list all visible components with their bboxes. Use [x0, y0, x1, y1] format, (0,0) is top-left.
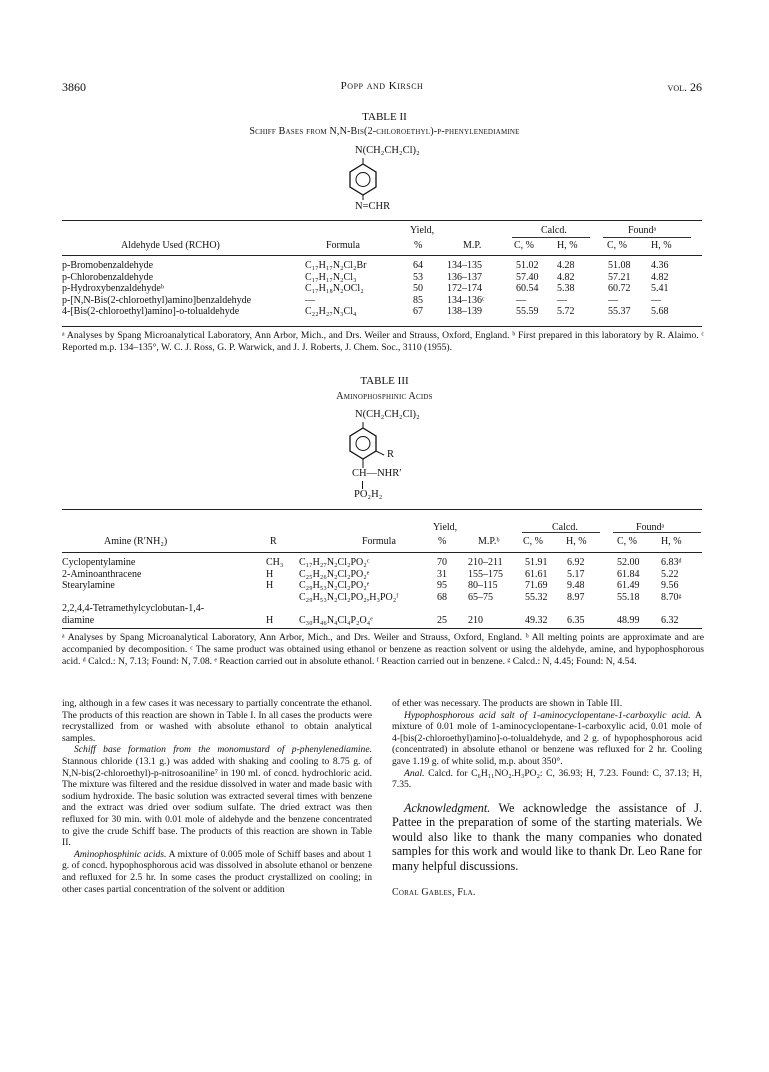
table-cell-mp: 210: [468, 615, 483, 626]
table-cell-aldehyde: 4-[Bis(2-chloroethyl)amino]-o-tolualdehyde: [62, 306, 240, 317]
table-cell-aldehyde: p-Chlorobenzaldehyde: [62, 271, 154, 283]
acknowledgment-paragraph: Acknowledgment. We acknowledge the assistance of J. Pattee in the preparation of some of the starting materials. We would also like to thank the many companies who donated samples for this work and would like to thank Dr. Leo Rane for many helpful discussions.: [392, 800, 702, 873]
running-head: Popp and Kirsch: [340, 80, 424, 92]
table-cell-aldehyde: p-[N,N-Bis(2-chloroethyl)amino]benzaldehyde: [62, 294, 252, 306]
table-cell-mp: 210–211: [468, 557, 503, 568]
table-cell-c-calc: 57.40: [516, 271, 539, 283]
table-cell-yield: 68: [437, 591, 447, 603]
table-cell-mp: 134–135: [447, 260, 482, 271]
table-cell-c-found: 48.99: [617, 615, 640, 626]
table-cell-c-calc: 71.69: [525, 580, 548, 592]
table-cell-formula: C₁₇H₁₇N₂Cl₂Br: [305, 260, 367, 271]
table3-rule-bottom: [62, 628, 702, 629]
table-cell-c-calc: 49.32: [525, 615, 548, 626]
left-column: [62, 698, 372, 895]
location-line: Coral Gables, Fla.: [392, 887, 476, 899]
table3-structure-top: N(CH₂CH₂Cl)₂: [355, 409, 420, 420]
right-paragraph-2: Hypophosphorous acid salt of 1-aminocyclopentane-1-carboxylic acid. A mixture of 0.01 mole of 1-aminocyclopentane-1-carboxylic acid, 0.01 mole of 4-[bis(2-chloroethyl)amino]-o-tolualdehyde, and 2 g. of hypophosphorous acid (concentrated) in absolute ethanol or benzene was refluxed for 2 hr. Cooling gave 1.19 g. of white solid, m.p. about 350°.: [392, 709, 702, 767]
table-cell-r: H: [266, 615, 274, 626]
table-cell-yield: 67: [413, 306, 423, 317]
table-cell-mp: 65–75: [468, 591, 493, 603]
table-cell-r: CH₃: [266, 557, 284, 568]
table-cell-c-found: 51.08: [608, 260, 631, 271]
table2-structure-top: N(CH₂CH₂Cl)₂: [355, 145, 420, 156]
table-cell-c-found: 57.21: [608, 271, 631, 283]
table2-label: TABLE II: [362, 111, 407, 123]
table-cell-yield: 70: [437, 557, 447, 568]
table-cell-aldehyde: p-Hydroxybenzaldehydeᵇ: [62, 283, 164, 294]
table-cell-formula: C₁₇H₁₇N₂Cl₃: [305, 271, 357, 283]
left-paragraph-2: Schiff base formation from the monomustard of p-phenylenediamine. Stannous chloride (13.1 g.) was added with shaking and cooling to 8.75 g. of N,N-bis(2-chloroethyl)-p-nitrosoaniline⁷ in 190 ml. of concd. hydrochloric acid. The mixture was filtered and the residue dissolved in water and made basic with sodium hydroxide. The basic solution was extracted several times with benzene and the extract was dried over sodium sulfate. The dried extract was then refluxed for 30 min. with 0.01 mole of aldehyde and the benzene concentrated to give the crude Schiff base. The products of this reaction are shown in Table II.: [62, 744, 372, 849]
right-paragraph-3: Anal. Calcd. for C₆H₁₁NO₂.H₃PO₂: C, 36.93; H, 7.23. Found: C, 37.13; H, 7.35.: [392, 767, 702, 791]
table-cell-c-calc: —: [516, 294, 526, 306]
table-cell-mp: 138–139: [447, 306, 482, 317]
table-cell-yield: 25: [437, 615, 447, 626]
table-cell-mp: 172–174: [447, 283, 482, 294]
table3-rule-top: [62, 509, 702, 510]
table-cell-amine: 2,2,4,4-Tetramethylcyclobutan-1,4-: [62, 603, 205, 615]
table3-benzene-ring: [346, 422, 396, 468]
table3-structure-mid: CH—NHR′: [352, 468, 402, 479]
table-cell-formula: C₁₇H₂₇N₂Cl₂PO₂ᶜ: [299, 557, 370, 568]
table-cell-h-calc: 4.82: [557, 271, 575, 283]
table3-label: TABLE III: [360, 375, 409, 387]
volume-label: vol. 26: [667, 80, 702, 94]
table-cell-h-calc: 6.92: [567, 557, 585, 568]
table-cell-c-calc: 61.61: [525, 568, 548, 580]
right-paragraph-1: of ether was necessary. The products are shown in Table III.: [392, 698, 623, 709]
table-cell-r: H: [266, 580, 274, 592]
table-cell-h-found: 6.32: [661, 615, 679, 626]
table2-rule-mid: [62, 255, 702, 256]
table2-caption: Schiff Bases from N,N-Bis(2-chloroethyl)-p-phenylenediamine: [249, 126, 520, 137]
table3-footnotes: ᵃ Analyses by Spang Microanalytical Laboratory, Ann Arbor, Mich., and Drs. Weiler and Strauss, Oxford, England. ᵇ All melting points are approximate and are accompanied by decomposition. ᶜ The same product was obtained using ethanol or benzene as reaction solvent or using the aldehyde, amine, and hypophosphorous acid. ᵈ Calcd.: N, 7.13; Found: N, 7.08. ᵉ Reaction carried out in absolute ethanol. ᶠ Reaction carried out in benzene. ᵍ Calcd.: N, 4.45; Found: N, 4.54.: [62, 632, 704, 667]
right-paragraph-3-title: Anal.: [404, 767, 425, 779]
table-cell-h-found: 5.41: [651, 283, 669, 294]
table2-footnotes: ᵃ Analyses by Spang Microanalytical Laboratory, Ann Arbor, Mich., and Drs. Weiler and Strauss, Oxford, England. ᵇ First prepared in this laboratory by R. Alaimo. ᶜ Reported m.p. 134–135°, W. C. J. Ross, G. P. Warwick, and J. J. Roberts, J. Chem. Soc., 3110 (1955).: [62, 330, 704, 353]
table-cell-h-found: 4.82: [651, 271, 669, 283]
table-cell-c-found: —: [608, 294, 618, 306]
table-cell-h-calc: 9.48: [567, 580, 585, 592]
table-cell-h-found: —: [651, 294, 661, 306]
table-cell-aldehyde: p-Bromobenzaldehyde: [62, 260, 154, 271]
table-cell-h-calc: 5.72: [557, 306, 575, 317]
table-cell-h-found: 5.68: [651, 306, 669, 317]
table-cell-h-found: 9.56: [661, 580, 679, 592]
right-paragraph-2-title: Hypophosphorous acid salt of 1-aminocyclopentane-1-carboxylic acid.: [404, 709, 691, 721]
left-paragraph-2-title: Schiff base formation from the monomustard of p-phenylenediamine.: [74, 744, 372, 756]
table-cell-yield: 50: [413, 283, 423, 294]
table-cell-yield: 64: [413, 260, 423, 271]
table-cell-mp: 80–115: [468, 580, 498, 592]
table-cell-mp: 136–137: [447, 271, 482, 283]
table-cell-yield: 95: [437, 580, 447, 592]
table3-structure-r: R: [387, 449, 395, 460]
right-column: [392, 698, 702, 899]
table-cell-h-found: 6.83ᵈ: [661, 557, 682, 568]
table-cell-h-found: 5.22: [661, 568, 679, 580]
table-cell-c-calc: 55.59: [516, 306, 539, 317]
left-paragraph-3-title: Aminophosphinic acids.: [74, 848, 167, 860]
running-header: [62, 80, 702, 96]
table-cell-c-found: 52.00: [617, 557, 640, 568]
table-cell-c-found: 55.37: [608, 306, 631, 317]
acknowledgment-title: Acknowledgment.: [404, 800, 491, 815]
table-cell-amine: Stearylamine: [62, 580, 115, 592]
table2-rule-bottom: [62, 326, 702, 327]
page-number: 3860: [62, 80, 86, 94]
table-cell-yield: 31: [437, 568, 447, 580]
table3-rule-mid: [62, 552, 702, 553]
left-paragraph-1: ing, although in a few cases it was necessary to partially concentrate the ethanol. The products of this reaction are shown in Table I. In all cases the products were recrystallized from or washed with absolute ethanol to obtain analytical samples.: [62, 698, 372, 744]
table-cell-formula: C₂₉H₅₃N₂Cl₂PO₂,H₃PO₂ᶠ: [299, 591, 399, 603]
table-cell-c-calc: 51.02: [516, 260, 539, 271]
table-cell-formula: C₃₀H₄₆N₄Cl₄P₂O₄ᵉ: [299, 615, 373, 626]
table2-structure-bottom: N=CHR: [355, 201, 391, 212]
table-cell-h-calc: 5.38: [557, 283, 575, 294]
table-cell-amine: diamine: [62, 615, 95, 626]
table3-structure-bottom: PO₂H₂: [354, 489, 383, 500]
table-cell-mp: 155–175: [468, 568, 503, 580]
table-cell-c-found: 61.49: [617, 580, 640, 592]
table-cell-formula: C₂₅H₂₆N₂Cl₂PO₂ᵉ: [299, 568, 370, 580]
table-cell-amine: 2-Aminoanthracene: [62, 568, 142, 580]
table2-benzene-ring: [346, 158, 380, 200]
table-cell-h-calc: 4.28: [557, 260, 575, 271]
table-cell-c-found: 55.18: [617, 591, 640, 603]
table-cell-r: H: [266, 568, 274, 580]
table-cell-formula: —: [305, 294, 315, 306]
table-cell-mp: 134–136ᶜ: [447, 294, 485, 306]
left-paragraph-3: Aminophosphinic acids. A mixture of 0.005 mole of Schiff bases and about 1 g. of concd. hypophosphorous acid was dissolved in absolute ethanol or benzene and refluxed for 2.5 hr. In some cases the product crystallized on cooling; in other cases partial concentration of the solvent or addition: [62, 848, 373, 895]
table-cell-formula: C₂₂H₂₇N₃Cl₄: [305, 306, 357, 317]
table3-caption: Aminophosphinic Acids: [336, 391, 433, 402]
table-cell-c-calc: 55.32: [525, 591, 548, 603]
table-cell-h-calc: 6.35: [567, 615, 585, 626]
table-cell-h-calc: 5.17: [567, 568, 585, 580]
table-cell-h-found: 4.36: [651, 260, 669, 271]
table-cell-c-calc: 60.54: [516, 283, 539, 294]
table-cell-h-calc: —: [557, 294, 567, 306]
table-cell-c-found: 60.72: [608, 283, 631, 294]
table-cell-formula: C₂₉H₅₃N₂Cl₂PO₂ᵉ: [299, 580, 370, 592]
table-cell-yield: 53: [413, 271, 423, 283]
table-cell-c-found: 61.84: [617, 568, 640, 580]
table-cell-amine: Cyclopentylamine: [62, 557, 136, 568]
table-cell-formula: C₁₇H₁₈N₂OCl₂: [305, 283, 364, 294]
table2-rule-top: [62, 220, 702, 221]
table-cell-h-found: 8.70ᵍ: [661, 591, 682, 603]
table-cell-c-calc: 51.91: [525, 557, 548, 568]
table-cell-h-calc: 8.97: [567, 591, 585, 603]
table-cell-yield: 85: [413, 294, 423, 306]
